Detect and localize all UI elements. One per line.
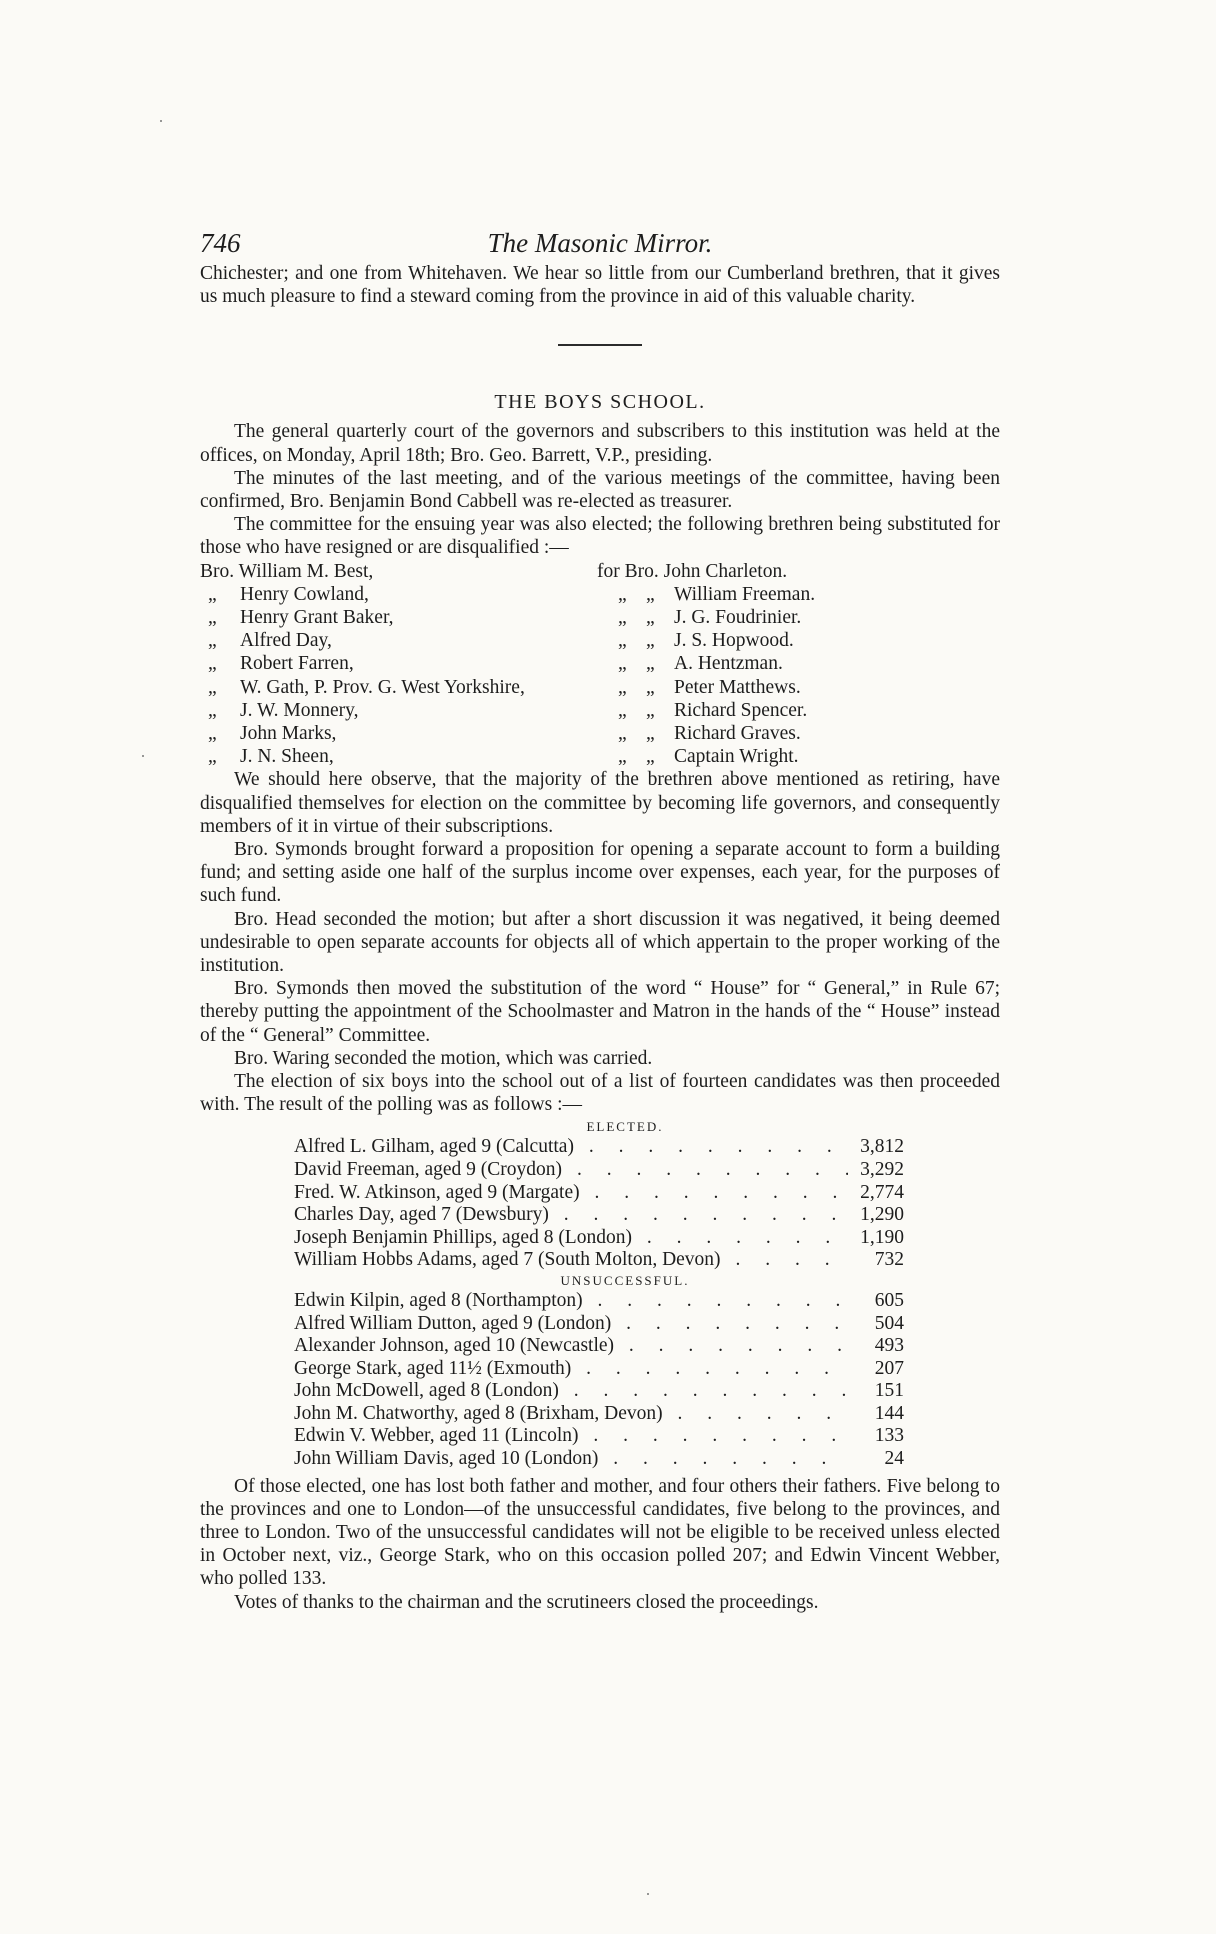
ditto-mark: „	[618, 630, 627, 652]
replaced-member-name: A. Hentzman.	[674, 653, 783, 675]
paragraph: Bro. Symonds brought forward a proposition for opening a separate account to form a building fund; and setting aside one half of the surplus income over expenses, each year, for the purposes of such fund.	[200, 838, 1000, 907]
paragraph: The general quarterly court of the governors and subscribers to this institution was held at the offices, on Monday, April 18th; Bro. Geo. Barrett, V.P., presiding.	[200, 421, 1000, 466]
ditto-mark: „	[208, 653, 217, 675]
substitution-row	[200, 745, 1000, 768]
substitution-row	[200, 606, 1000, 629]
ditto-mark: „	[618, 699, 627, 721]
result-row	[200, 1448, 1000, 1471]
paragraph: Bro. Waring seconded the motion, which was carried.	[234, 1047, 653, 1069]
ditto-mark: „	[208, 699, 217, 721]
candidate-name: Fred. W. Atkinson, aged 9 (Margate) . . .	[294, 1182, 848, 1205]
substitution-row	[200, 676, 1000, 699]
elected-heading: ELECTED.	[586, 1119, 664, 1135]
speck	[647, 1893, 649, 1895]
ditto-mark: „	[618, 607, 627, 628]
new-member-name: John Marks,	[240, 722, 337, 744]
ditto-mark: „	[646, 676, 655, 698]
ditto-mark: „	[208, 630, 217, 652]
new-member-name: Robert Farren,	[240, 653, 354, 675]
vote-count: 151	[874, 1380, 904, 1402]
ditto-mark: „	[208, 583, 217, 605]
paragraph: Of those elected, one has lost both father and mother, and four others their fathers. Five belong to the provinces and one to London—of the unsuccessful candidates, five belong to the provinces, and three to London. Two of the unsuccessful candidates will not be eligible to be received unless elected in October next, viz., George Stark, who on this occasion polled 207; and Edwin Vincent Webber, who polled 133.	[200, 1475, 1000, 1590]
result-row	[200, 1403, 1000, 1426]
ditto-mark: „	[618, 676, 627, 698]
substitution-row	[200, 652, 1000, 675]
vote-count: 3,292	[860, 1158, 904, 1180]
substitution-row	[200, 699, 1000, 722]
vote-count: 133	[874, 1425, 904, 1447]
ditto-mark: „	[646, 699, 655, 721]
paragraph: The minutes of the last meeting, and of the various meetings of the committee, having been confirmed, Bro. Benjamin Bond Cabbell was re-elected as treasurer.	[200, 467, 1000, 513]
speck	[160, 120, 162, 122]
candidate-name: Joseph Benjamin Phillips, aged 8 (London) . . .	[294, 1227, 848, 1250]
new-member-name: W. Gath, P. Prov. G. West Yorkshire,	[240, 676, 525, 698]
ditto-mark: „	[618, 746, 627, 768]
replaced-member-name: William Freeman.	[674, 583, 816, 605]
vote-count: 207	[874, 1357, 904, 1379]
candidate-name: Alexander Johnson, aged 10 (Newcastle) . . .	[294, 1335, 848, 1358]
unsuccessful-heading: UNSUCCESSFUL.	[560, 1272, 690, 1288]
vote-count: 2,774	[860, 1181, 904, 1203]
result-row	[200, 1380, 1000, 1403]
ditto-mark: „	[646, 630, 655, 652]
result-row	[200, 1227, 1000, 1250]
vote-count: 144	[874, 1402, 904, 1424]
replaced-member-name: J. S. Hopwood.	[674, 630, 794, 652]
result-row	[200, 1249, 1000, 1272]
substitution-row	[200, 629, 1000, 652]
result-row	[200, 1204, 1000, 1227]
ditto-mark: „	[208, 607, 217, 628]
candidate-name: Alfred William Dutton, aged 9 (London) . . .	[294, 1313, 848, 1336]
candidate-name: Edwin V. Webber, aged 11 (Lincoln) . . .	[294, 1425, 848, 1448]
poll-results	[200, 1118, 1000, 1470]
candidate-name: Alfred L. Gilham, aged 9 (Calcutta) . . .	[294, 1136, 848, 1159]
replaced-member-name: J. G. Foudrinier.	[674, 607, 802, 628]
candidate-name: William Hobbs Adams, aged 7 (South Molton, Devon) . . .	[294, 1249, 848, 1272]
closing-paragraphs	[200, 1475, 1000, 1614]
replaced-member-name: Peter Matthews.	[674, 676, 801, 698]
unsuccessful-list	[200, 1290, 1000, 1471]
vote-count: 504	[874, 1312, 904, 1334]
replaced-member-name: Richard Graves.	[674, 722, 801, 744]
paragraph: The committee for the ensuing year was also elected; the following brethren being substituted for those who have resigned or are disqualified :—	[200, 514, 1000, 559]
section-title: THE BOYS SCHOOL.	[494, 391, 706, 414]
paragraph: Votes of thanks to the chairman and the scrutineers closed the proceedings.	[234, 1591, 819, 1613]
candidate-name: John William Davis, aged 10 (London) . . .	[294, 1448, 848, 1471]
candidate-name: George Stark, aged 11½ (Exmouth) . . .	[294, 1358, 848, 1381]
ditto-mark: „	[208, 676, 217, 698]
ditto-mark: „	[208, 746, 217, 768]
ditto-mark: „	[646, 722, 655, 744]
ditto-mark: „	[646, 653, 655, 675]
result-row	[200, 1358, 1000, 1381]
page	[200, 228, 1000, 1614]
result-row	[200, 1313, 1000, 1336]
ditto-mark: „	[618, 583, 627, 605]
result-row	[200, 1335, 1000, 1358]
substitution-row	[200, 583, 1000, 606]
candidate-name: David Freeman, aged 9 (Croydon) . . .	[294, 1159, 848, 1182]
intro-paragraph: Chichester; and one from Whitehaven. We hear so little from our Cumberland brethren, that it gives us much pleasure to find a steward coming from the province in aid of this valuable charity.	[200, 263, 1000, 308]
vote-count: 1,190	[860, 1226, 904, 1248]
new-member-name: J. W. Monnery,	[240, 699, 359, 721]
paragraph: Bro. Head seconded the motion; but after a short discussion it was negatived, it being deemed undesirable to open separate accounts for objects all of which appertain to the proper working of the institution.	[200, 908, 1000, 976]
candidate-name: John McDowell, aged 8 (London) . . .	[294, 1380, 848, 1403]
result-row	[200, 1182, 1000, 1205]
candidate-name: Edwin Kilpin, aged 8 (Northampton) . . .	[294, 1290, 848, 1313]
running-title: The Masonic Mirror.	[487, 228, 713, 258]
vote-count: 493	[874, 1335, 904, 1357]
candidate-name: John M. Chatworthy, aged 8 (Brixham, Devon) . . .	[294, 1403, 848, 1426]
replaced-member-name: for Bro. John Charleton.	[597, 560, 788, 582]
new-member-name: Alfred Day,	[240, 630, 332, 652]
page-header	[200, 228, 1000, 262]
ditto-mark: „	[646, 746, 655, 768]
page-number: 746	[200, 228, 241, 258]
result-row	[200, 1159, 1000, 1182]
result-row	[200, 1136, 1000, 1159]
substitution-row	[200, 560, 1000, 583]
elected-list	[200, 1136, 1000, 1272]
section-divider	[558, 344, 642, 346]
speck	[142, 755, 144, 757]
result-row	[200, 1425, 1000, 1448]
new-member-name: Henry Cowland,	[240, 583, 369, 605]
new-member-name: Bro. William M. Best,	[200, 560, 374, 582]
new-member-name: Henry Grant Baker,	[240, 607, 394, 628]
vote-count: 605	[874, 1289, 904, 1311]
replaced-member-name: Captain Wright.	[674, 746, 799, 768]
committee-substitutions	[200, 560, 1000, 769]
vote-count: 3,812	[860, 1136, 904, 1158]
ditto-mark: „	[618, 722, 627, 744]
paragraph: We should here observe, that the majority of the brethren above mentioned as retiring, have disqualified themselves for election on the committee by becoming life governors, and consequently members of it in virtue of their subscriptions.	[200, 769, 1000, 837]
ditto-mark: „	[618, 653, 627, 675]
vote-count: 1,290	[860, 1204, 904, 1226]
ditto-mark: „	[208, 722, 217, 744]
body-paragraphs	[200, 768, 1000, 1116]
replaced-member-name: Richard Spencer.	[674, 699, 808, 721]
new-member-name: J. N. Sheen,	[240, 746, 334, 768]
paragraph: The election of six boys into the school out of a list of fourteen candidates was then proceeded with. The result of the polling was as follows :—	[200, 1070, 1000, 1116]
substitution-row	[200, 722, 1000, 745]
ditto-mark: „	[646, 583, 655, 605]
vote-count: 732	[874, 1249, 904, 1271]
candidate-name: Charles Day, aged 7 (Dewsbury) . . .	[294, 1204, 848, 1227]
ditto-mark: „	[646, 607, 655, 628]
paragraph: Bro. Symonds then moved the substitution of the word “ House” for “ General,” in Rule 67; thereby putting the appointment of the Schoolmaster and Matron in the hands of the “ House” instead of the “ General” Committee.	[200, 978, 1000, 1046]
result-row	[200, 1290, 1000, 1313]
vote-count: 24	[884, 1448, 904, 1470]
